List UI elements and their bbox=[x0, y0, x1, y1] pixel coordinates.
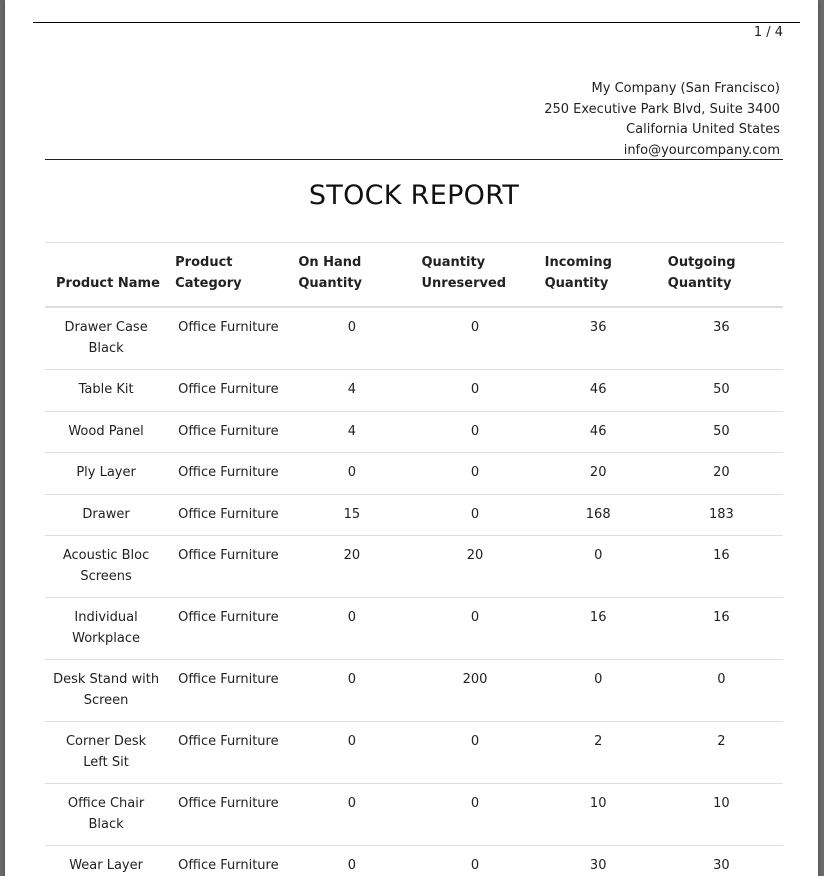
cell-incoming-quantity: 2 bbox=[537, 722, 660, 784]
cell-quantity-unreserved: 0 bbox=[413, 453, 536, 495]
cell-on-hand-quantity: 4 bbox=[290, 411, 413, 453]
cell-product-category: Office Furniture bbox=[167, 370, 290, 412]
header-product-category: Product Category bbox=[167, 243, 290, 308]
cell-quantity-unreserved: 20 bbox=[413, 536, 536, 598]
table-row bbox=[45, 598, 783, 660]
cell-outgoing-quantity: 16 bbox=[660, 598, 783, 660]
cell-product-category: Office Furniture bbox=[167, 598, 290, 660]
cell-product-name: Acoustic Bloc Screens bbox=[45, 536, 167, 598]
page-number: 1 / 4 bbox=[753, 25, 783, 40]
table-row bbox=[45, 453, 783, 495]
cell-product-name: Wear Layer bbox=[45, 846, 167, 876]
cell-product-category: Office Furniture bbox=[167, 784, 290, 846]
cell-quantity-unreserved: 0 bbox=[413, 846, 536, 876]
cell-product-category: Office Furniture bbox=[167, 722, 290, 784]
table-row bbox=[45, 307, 783, 370]
cell-incoming-quantity: 16 bbox=[537, 598, 660, 660]
cell-outgoing-quantity: 30 bbox=[660, 846, 783, 876]
cell-on-hand-quantity: 0 bbox=[290, 784, 413, 846]
cell-product-name: Wood Panel bbox=[45, 411, 167, 453]
cell-on-hand-quantity: 20 bbox=[290, 536, 413, 598]
cell-product-name: Drawer Case Black bbox=[45, 307, 167, 370]
cell-quantity-unreserved: 0 bbox=[413, 494, 536, 536]
company-street: 250 Executive Park Blvd, Suite 3400 bbox=[544, 101, 780, 117]
cell-outgoing-quantity: 10 bbox=[660, 784, 783, 846]
company-region: California United States bbox=[626, 122, 780, 137]
cell-quantity-unreserved: 0 bbox=[413, 598, 536, 660]
cell-on-hand-quantity: 0 bbox=[290, 660, 413, 722]
cell-product-name: Desk Stand with Screen bbox=[45, 660, 167, 722]
cell-quantity-unreserved: 0 bbox=[413, 722, 536, 784]
stock-table-body bbox=[45, 307, 783, 876]
stock-table bbox=[45, 242, 783, 876]
company-name: My Company (San Francisco) bbox=[591, 81, 780, 96]
cell-quantity-unreserved: 0 bbox=[413, 307, 536, 370]
cell-incoming-quantity: 0 bbox=[537, 660, 660, 722]
table-row bbox=[45, 660, 783, 722]
cell-incoming-quantity: 36 bbox=[537, 307, 660, 370]
cell-on-hand-quantity: 4 bbox=[290, 370, 413, 412]
header-quantity-unreserved: Quantity Unreserved bbox=[413, 243, 536, 308]
header-product-name: Product Name bbox=[45, 243, 167, 308]
table-row bbox=[45, 846, 783, 876]
cell-product-category: Office Furniture bbox=[167, 536, 290, 598]
cell-product-name: Drawer bbox=[45, 494, 167, 536]
cell-incoming-quantity: 0 bbox=[537, 536, 660, 598]
cell-incoming-quantity: 46 bbox=[537, 411, 660, 453]
header-divider bbox=[45, 159, 783, 160]
top-divider bbox=[33, 22, 800, 23]
table-row bbox=[45, 536, 783, 598]
cell-on-hand-quantity: 15 bbox=[290, 494, 413, 536]
cell-outgoing-quantity: 36 bbox=[660, 307, 783, 370]
cell-quantity-unreserved: 0 bbox=[413, 370, 536, 412]
report-title: STOCK REPORT bbox=[308, 180, 520, 211]
cell-outgoing-quantity: 16 bbox=[660, 536, 783, 598]
cell-outgoing-quantity: 50 bbox=[660, 411, 783, 453]
cell-outgoing-quantity: 2 bbox=[660, 722, 783, 784]
cell-incoming-quantity: 30 bbox=[537, 846, 660, 876]
cell-on-hand-quantity: 0 bbox=[290, 846, 413, 876]
cell-on-hand-quantity: 0 bbox=[290, 307, 413, 370]
cell-product-category: Office Furniture bbox=[167, 660, 290, 722]
table-row bbox=[45, 494, 783, 536]
header-outgoing-quantity: Outgoing Quantity bbox=[660, 243, 783, 308]
table-row bbox=[45, 370, 783, 412]
cell-incoming-quantity: 10 bbox=[537, 784, 660, 846]
cell-product-category: Office Furniture bbox=[167, 453, 290, 495]
company-email: info@yourcompany.com bbox=[623, 142, 780, 158]
cell-quantity-unreserved: 0 bbox=[413, 411, 536, 453]
cell-product-category: Office Furniture bbox=[167, 307, 290, 370]
cell-product-name: Table Kit bbox=[45, 370, 167, 412]
header-incoming-quantity: Incoming Quantity bbox=[537, 243, 660, 308]
cell-quantity-unreserved: 0 bbox=[413, 784, 536, 846]
cell-incoming-quantity: 168 bbox=[537, 494, 660, 536]
cell-outgoing-quantity: 50 bbox=[660, 370, 783, 412]
cell-product-category: Office Furniture bbox=[167, 846, 290, 876]
cell-on-hand-quantity: 0 bbox=[290, 598, 413, 660]
cell-incoming-quantity: 46 bbox=[537, 370, 660, 412]
cell-on-hand-quantity: 0 bbox=[290, 453, 413, 495]
cell-product-name: Corner Desk Left Sit bbox=[45, 722, 167, 784]
table-row bbox=[45, 784, 783, 846]
cell-incoming-quantity: 20 bbox=[537, 453, 660, 495]
header-on-hand-quantity: On Hand Quantity bbox=[290, 243, 413, 308]
cell-outgoing-quantity: 0 bbox=[660, 660, 783, 722]
table-row bbox=[45, 722, 783, 784]
cell-product-name: Individual Workplace bbox=[45, 598, 167, 660]
table-header-row bbox=[45, 243, 783, 308]
cell-product-category: Office Furniture bbox=[167, 411, 290, 453]
cell-outgoing-quantity: 183 bbox=[660, 494, 783, 536]
company-address-block bbox=[544, 79, 780, 161]
cell-quantity-unreserved: 200 bbox=[413, 660, 536, 722]
cell-product-category: Office Furniture bbox=[167, 494, 290, 536]
cell-outgoing-quantity: 20 bbox=[660, 453, 783, 495]
cell-on-hand-quantity: 0 bbox=[290, 722, 413, 784]
cell-product-name: Office Chair Black bbox=[45, 784, 167, 846]
table-row bbox=[45, 411, 783, 453]
report-page bbox=[5, 0, 818, 876]
cell-product-name: Ply Layer bbox=[45, 453, 167, 495]
